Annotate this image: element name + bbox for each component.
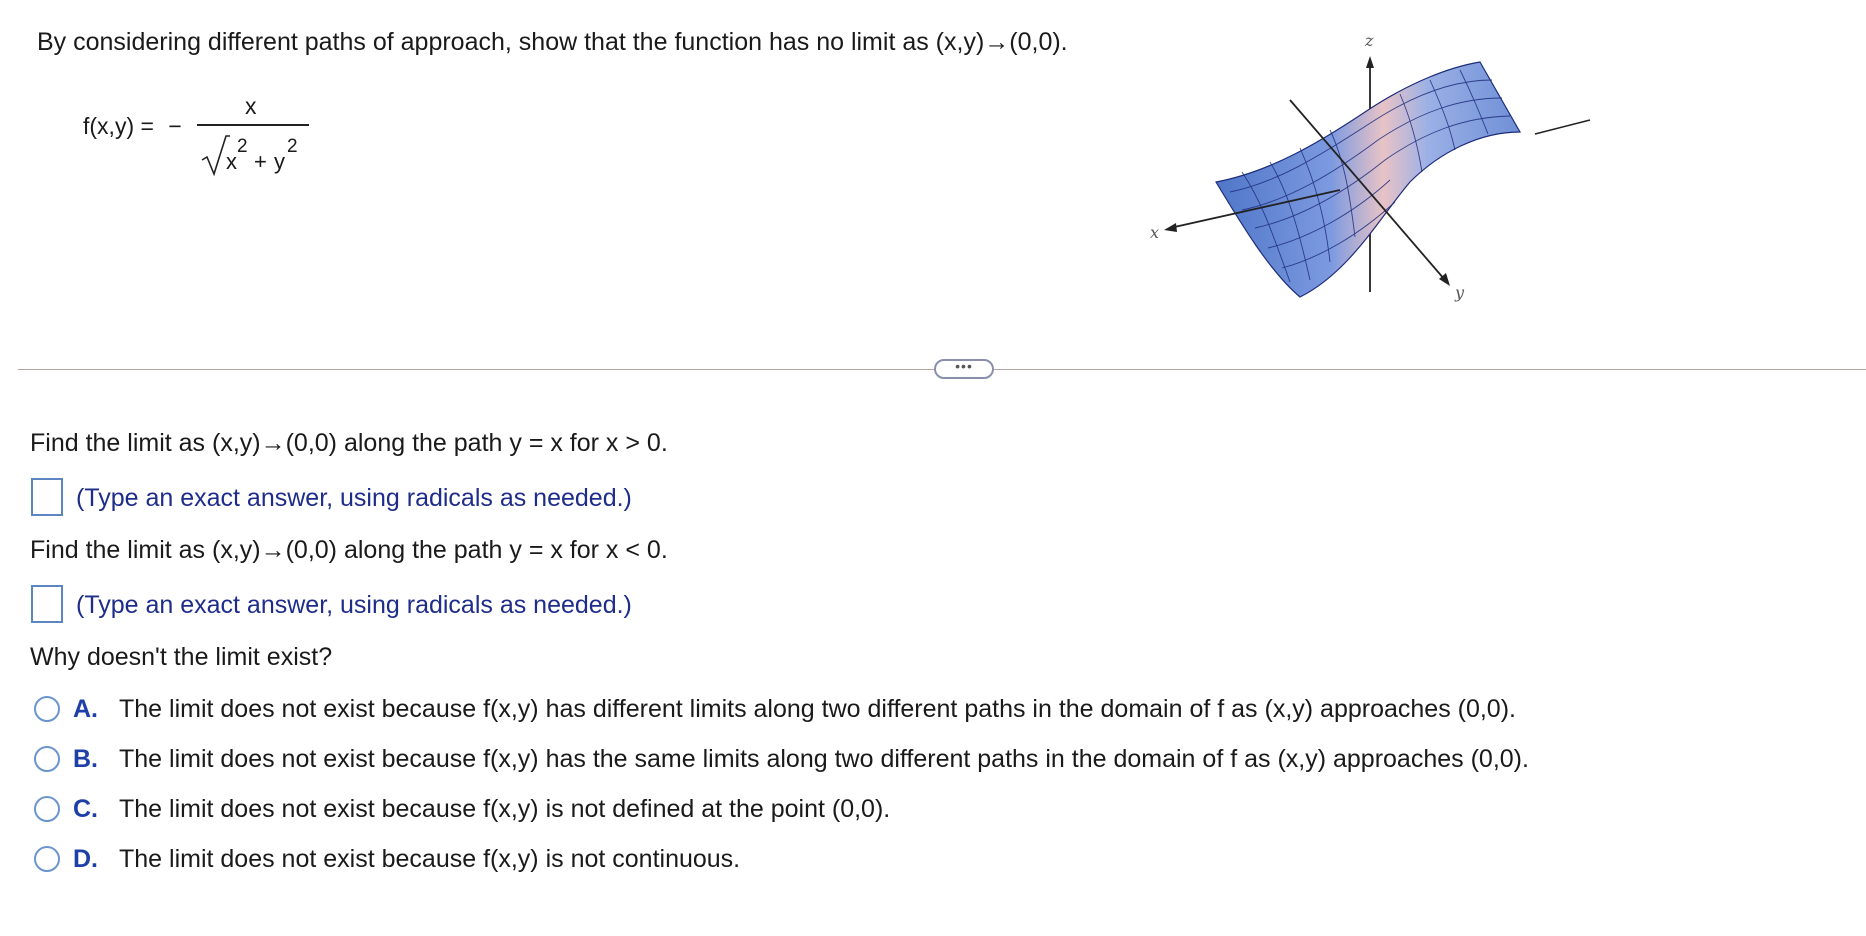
fraction-bar (197, 124, 309, 126)
radicand-y-exponent: 2 (287, 136, 298, 157)
choice-text: The limit does not exist because f(x,y) is not continuous. (119, 844, 741, 873)
radio-circle-icon[interactable] (34, 696, 60, 722)
radio-circle-icon[interactable] (34, 796, 60, 822)
choice-letter: D. (73, 844, 98, 873)
show-more-button[interactable] (934, 359, 994, 379)
function-sign: − (168, 113, 182, 139)
choice-b[interactable] (34, 742, 1529, 776)
q2-text: Find the limit as (x,y)→(0,0) along the path y = x for x < 0. (30, 536, 668, 564)
surface-plot-figure (1150, 22, 1600, 312)
radicand-plus: + (254, 149, 267, 174)
choice-letter: A. (73, 694, 98, 723)
choice-a[interactable] (34, 692, 1516, 726)
q2-hint: (Type an exact answer, using radicals as needed.) (76, 591, 632, 619)
choice-text: The limit does not exist because f(x,y) is not defined at the point (0,0). (119, 794, 891, 823)
choice-d[interactable] (34, 842, 740, 876)
radicand-y: y (274, 149, 285, 174)
q1-answer-input[interactable] (31, 478, 63, 516)
q1-text: Find the limit as (x,y)→(0,0) along the path y = x for x > 0. (30, 429, 668, 457)
function-name: f(x,y) = (83, 113, 154, 139)
radicand-x-exponent: 2 (237, 136, 248, 157)
surface-mesh (1216, 62, 1520, 297)
choice-letter: B. (73, 744, 98, 773)
fraction-numerator: x (245, 93, 257, 119)
radio-circle-icon[interactable] (34, 846, 60, 872)
question-prompt: By considering different paths of approach, show that the function has no limit as (x,y)→(0,0). (37, 28, 1068, 56)
q2-answer-input[interactable] (31, 585, 63, 623)
radical-denominator (200, 130, 310, 178)
z-axis-label: z (1365, 31, 1374, 50)
function-label (83, 113, 182, 140)
choice-text: The limit does not exist because f(x,y) has the same limits along two different paths in the domain of f as (x,y) approaches (0,0). (119, 744, 1529, 773)
q3-text: Why doesn't the limit exist? (30, 643, 333, 671)
radio-circle-icon[interactable] (34, 746, 60, 772)
ellipsis-icon: ••• (955, 358, 973, 374)
x-axis-label: x (1150, 223, 1160, 242)
y-axis-label: y (1455, 283, 1465, 302)
choice-c[interactable] (34, 792, 890, 826)
choice-letter: C. (73, 794, 98, 823)
q1-hint: (Type an exact answer, using radicals as needed.) (76, 484, 632, 512)
radicand-x: x (226, 149, 237, 174)
choice-text: The limit does not exist because f(x,y) has different limits along two different paths in the domain of f as (x,y) approaches (0,0). (119, 694, 1516, 723)
